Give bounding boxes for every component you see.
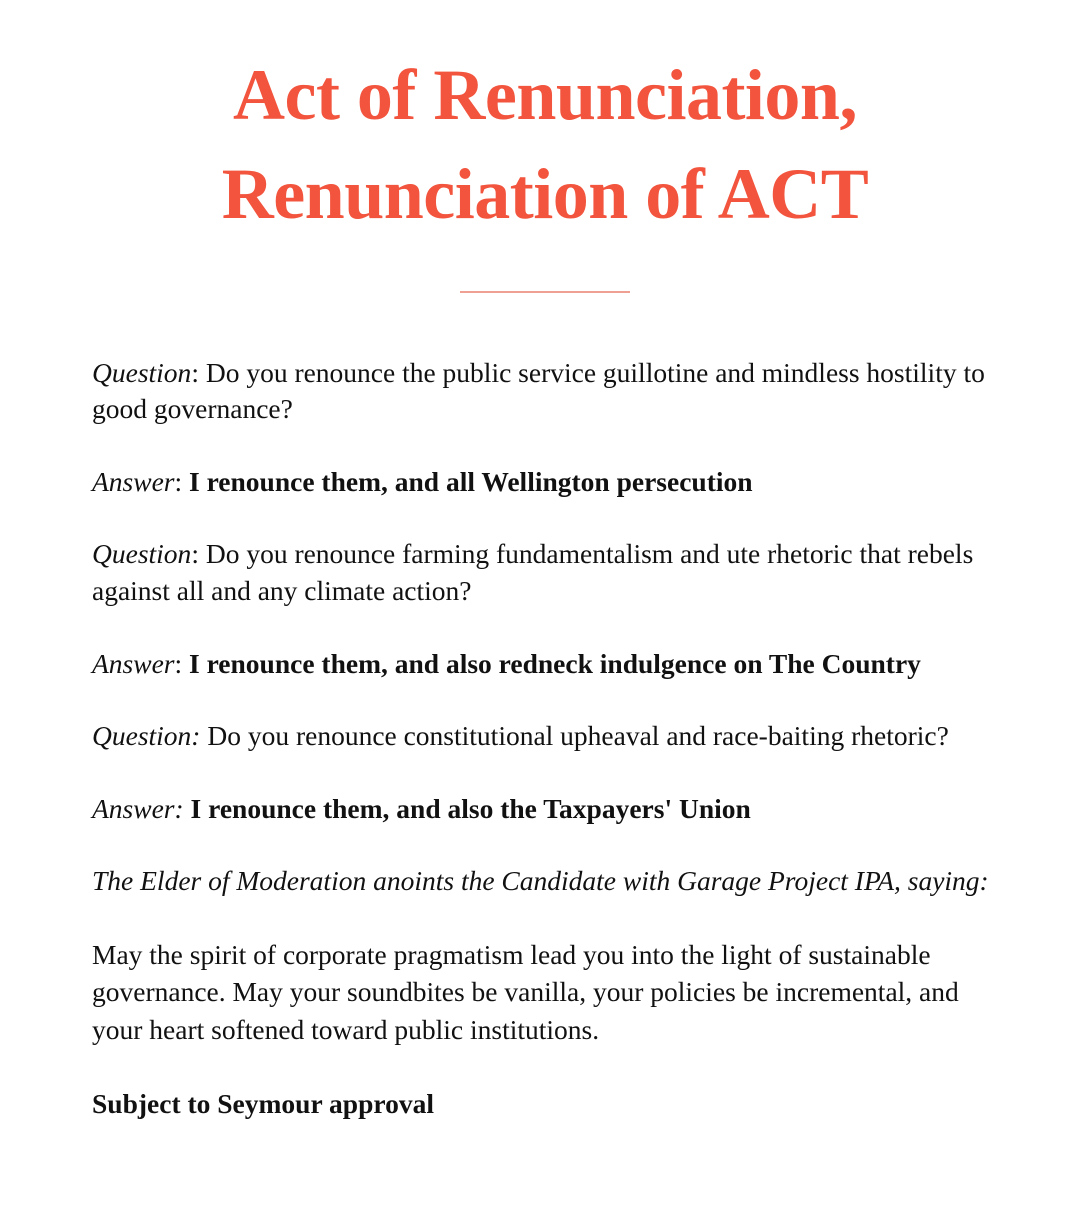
qa-separator: : (191, 356, 199, 388)
qa-separator: : (174, 647, 183, 679)
qa-text: I renounce them, and also redneck indulgence on The Country (182, 647, 921, 679)
qa-text: Do you renounce farming fundamentalism and ute rhetoric that rebels against all and any climate action? (92, 538, 974, 606)
stage-direction: The Elder of Moderation anoints the Candidate with Garage Project IPA, saying: (92, 865, 989, 897)
qa-label: Question (92, 538, 192, 570)
page-title-line-1: Act of Renunciation, (233, 55, 857, 135)
qa-item (92, 464, 998, 501)
blessing-paragraph: May the spirit of corporate pragmatism lead you into the light of sustainable governance. May your soundbites be vanilla, your policies be incremental, and your heart softened toward public institutions. (92, 938, 959, 1045)
qa-item (92, 791, 998, 828)
qa-label: Answer (92, 465, 175, 497)
qa-item (92, 718, 998, 755)
title-divider-wrap (0, 291, 1090, 293)
document-body (0, 355, 1090, 1123)
footer-note: Subject to Seymour approval (92, 1087, 434, 1119)
qa-text: Do you renounce constitutional upheaval and race-baiting rhetoric? (200, 720, 949, 752)
qa-item (92, 355, 998, 428)
page-title-line-2: Renunciation of ACT (221, 154, 869, 235)
qa-text: I renounce them, and all Wellington persecution (182, 465, 753, 497)
qa-item (92, 646, 998, 683)
qa-separator: : (174, 465, 183, 497)
qa-separator: : (191, 538, 199, 570)
qa-item (92, 536, 998, 609)
qa-label: Question (92, 356, 192, 388)
qa-label: Answer (92, 647, 175, 679)
title-divider (460, 291, 630, 293)
qa-label: Question: (92, 720, 201, 752)
qa-text: I renounce them, and also the Taxpayers' Union (183, 792, 751, 824)
qa-label: Answer: (92, 792, 184, 824)
qa-text: Do you renounce the public service guillotine and mindless hostility to good governance? (92, 356, 985, 425)
page-title (0, 0, 1090, 245)
